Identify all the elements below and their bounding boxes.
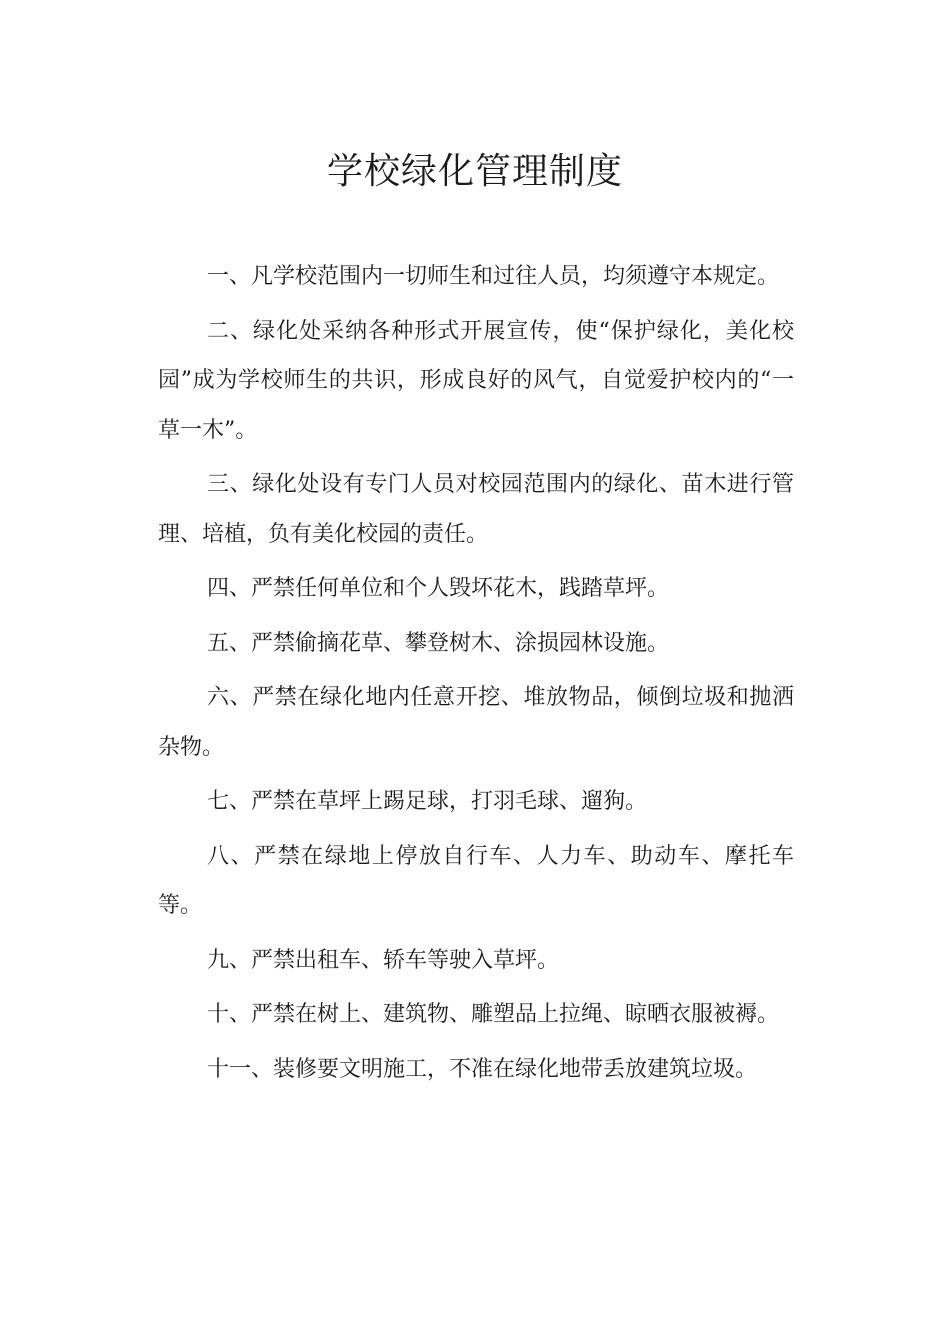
document-title: 学校绿化管理制度	[326, 151, 623, 192]
rule-paragraph-3: 三、绿化处设有专门人员对校园范围内的绿化、苗木进行管理、培植，负有美化校园的责任。	[158, 472, 794, 547]
rule-paragraph-1: 一、凡学校范围内一切师生和过往人员，均须遵守本规定。	[207, 264, 780, 289]
rule-paragraph-5: 五、严禁偷摘花草、攀登树木、涂损园林设施。	[207, 630, 670, 656]
rule-paragraph-6: 六、严禁在绿化地内任意开挖、堆放物品，倾倒垃圾和抛洒杂物。	[158, 685, 794, 760]
document-body	[158, 252, 794, 1099]
rule-paragraph-7: 七、严禁在草坪上踢足球，打羽毛球、遛狗。	[207, 789, 648, 814]
rule-paragraph-9: 九、严禁出租车、轿车等驶入草坪。	[207, 947, 560, 973]
rule-paragraph-4: 四、严禁任何单位和个人毁坏花木，践踏草坪。	[207, 576, 670, 601]
rule-paragraph-2: 二、绿化处采纳各种形式开展宣传，使“保护绿化，美化校园”成为学校师生的共识，形成良好的风气，自觉爱护校内的“一草一木”。	[158, 318, 794, 443]
rule-paragraph-8: 八、严禁在绿地上停放自行车、人力车、助动车、摩托车等。	[158, 843, 794, 918]
rule-paragraph-11: 十一、装修要文明施工，不准在绿化地带丢放建筑垃圾。	[207, 1056, 758, 1082]
rule-paragraph-10: 十、严禁在树上、建筑物、雕塑品上拉绳、晾晒衣服被褥。	[207, 1002, 780, 1027]
